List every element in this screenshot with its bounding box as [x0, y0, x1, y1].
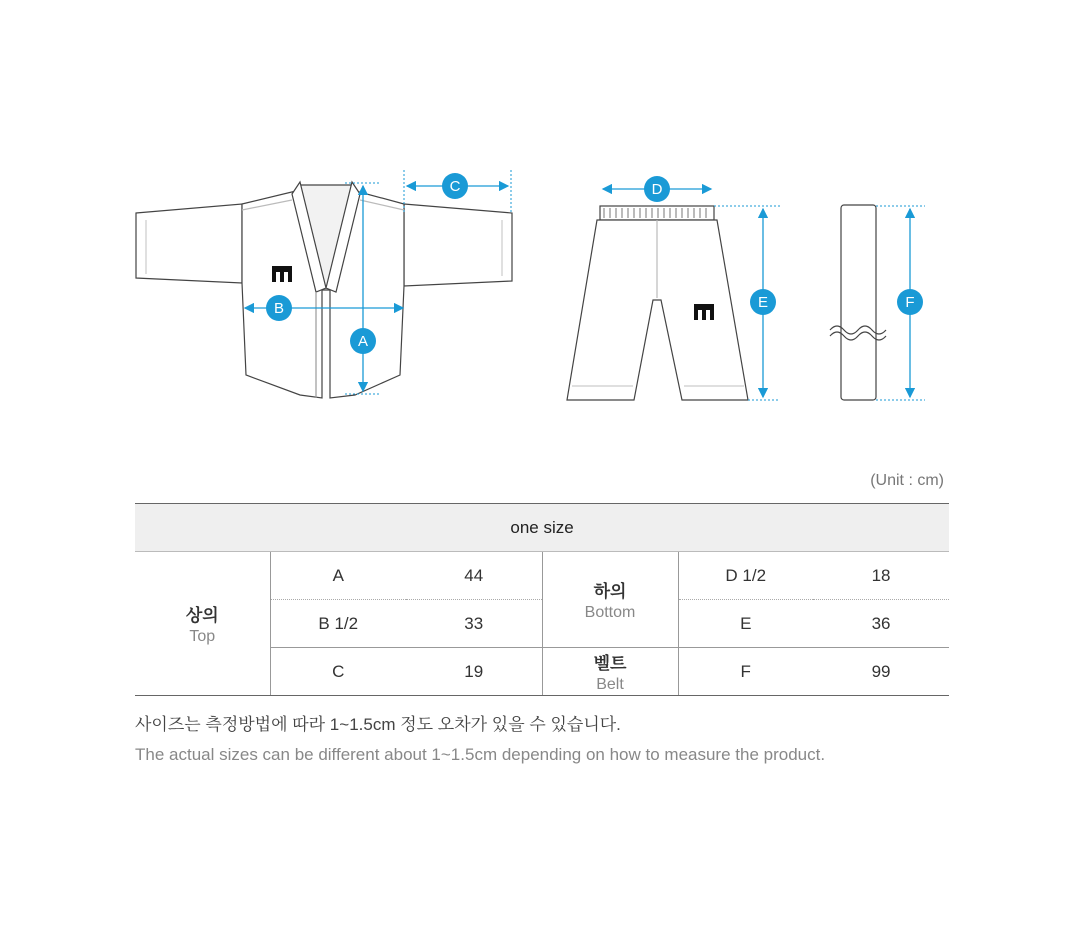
- pants-logo-icon: [694, 304, 714, 320]
- dimension-f: [876, 206, 925, 400]
- row-value-2: 36: [813, 600, 949, 648]
- category-top-ko: 상의: [185, 606, 219, 625]
- label-e: E: [757, 294, 769, 311]
- label-a: A: [357, 333, 369, 350]
- label-c: C: [449, 178, 461, 195]
- note-english: The actual sizes can be different about 1~1.5cm depending on how to measure the product.: [135, 745, 826, 764]
- brand-logo-icon: [272, 266, 292, 282]
- category-belt: [542, 648, 678, 696]
- label-f: F: [905, 294, 915, 311]
- category-bottom: [542, 552, 678, 648]
- row-label-2: F: [678, 648, 813, 696]
- row-value-2: 99: [813, 648, 949, 696]
- note-korean: 사이즈는 측정방법에 따라 1~1.5cm 정도 오차가 있을 수 있습니다.: [135, 715, 621, 734]
- row-label-2: D 1/2: [678, 552, 813, 600]
- row-label: C: [270, 648, 406, 696]
- row-label-2: E: [678, 600, 813, 648]
- pants-drawing: [567, 206, 748, 400]
- row-value: 33: [406, 600, 542, 648]
- category-bottom-en: Bottom: [584, 604, 636, 621]
- table-row: [135, 552, 949, 600]
- table-header: one size: [135, 504, 949, 552]
- size-notes: [135, 710, 825, 775]
- size-table: [135, 503, 949, 696]
- jacket-drawing: [136, 182, 512, 398]
- label-d: D: [651, 181, 663, 198]
- category-belt-en: Belt: [596, 676, 624, 693]
- dimension-d: [603, 176, 711, 202]
- unit-note: (Unit : cm): [870, 472, 944, 489]
- row-value-2: 18: [813, 552, 949, 600]
- belt-drawing: [830, 205, 886, 400]
- category-top-en: Top: [189, 628, 216, 645]
- category-belt-ko: 벨트: [593, 654, 627, 673]
- uniform-measurement-diagram: [0, 0, 1080, 440]
- table-header-row: [135, 504, 949, 552]
- row-label: A: [270, 552, 406, 600]
- category-bottom-ko: 하의: [593, 582, 627, 601]
- category-top: [135, 552, 270, 696]
- row-value: 19: [406, 648, 542, 696]
- label-b: B: [273, 300, 285, 317]
- row-value: 44: [406, 552, 542, 600]
- row-label: B 1/2: [270, 600, 406, 648]
